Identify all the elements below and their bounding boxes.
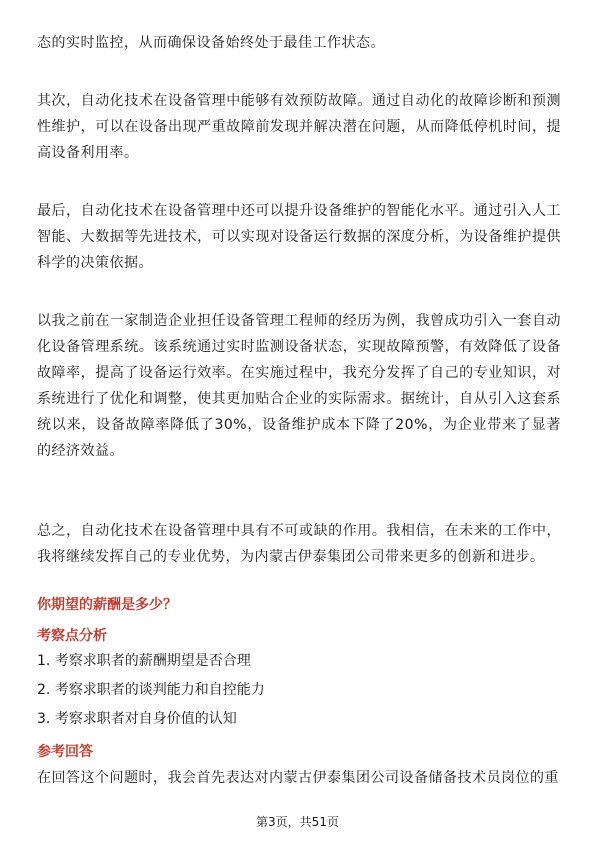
analysis-heading: 考察点分析 <box>37 628 107 644</box>
paragraph-4: 以我之前在一家制造企业担任设备管理工程师的经历为例，我曾成功引入一套自动化设备管理系统。该系统通过实时监测设备状态，实现故障预警，有效降低了设备故障率，提高了设备运行效率。在实施过程中，我充分发挥了自己的专业知识，对系统进行了优化和调整，使其更加贴合企业的实际需求。据统计，自从引入这套系统以来，设备故障率降低了30%，设备维护成本下降了20%，为企业带来了显著的经济效益。 <box>37 313 561 459</box>
question-title: 你期望的薪酬是多少？ <box>37 597 177 613</box>
page-number-footer: 第3页，共51页 <box>256 815 339 829</box>
paragraph-1: 态的实时监控，从而确保设备始终处于最佳工作状态。 <box>37 35 385 51</box>
analysis-item-1: 1. 考察求职者的薪酬期望是否合理 <box>37 653 251 669</box>
analysis-item-2: 2. 考察求职者的谈判能力和自控能力 <box>37 682 265 698</box>
analysis-item-3: 3. 考察求职者对自身价值的认知 <box>37 711 237 727</box>
paragraph-3: 最后，自动化技术在设备管理中还可以提升设备维护的智能化水平。通过引入人工智能、大数据等先进技术，可以实现对设备运行数据的深度分析，为设备维护提供科学的决策依据。 <box>37 203 561 271</box>
answer-heading: 参考回答 <box>37 744 93 760</box>
paragraph-5: 总之，自动化技术在设备管理中具有不可或缺的作用。我相信，在未来的工作中，我将继续发挥自己的专业优势，为内蒙古伊泰集团公司带来更多的创新和进步。 <box>37 523 561 565</box>
answer-text: 在回答这个问题时，我会首先表达对内蒙古伊泰集团公司设备储备技术员岗位的重 <box>37 770 559 786</box>
paragraph-2: 其次，自动化技术在设备管理中能够有效预防故障。通过自动化的故障诊断和预测性维护，可以在设备出现严重故障前发现并解决潜在问题，从而降低停机时间，提高设备利用率。 <box>37 93 561 161</box>
